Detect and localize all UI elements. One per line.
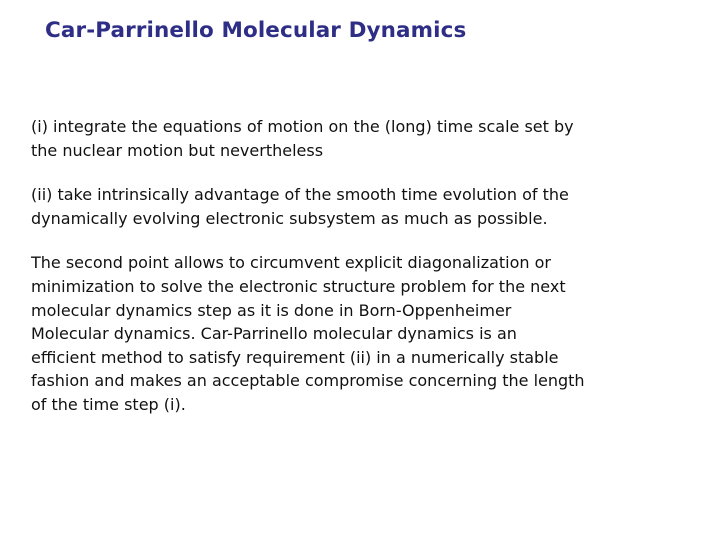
text-line: (ii) take intrinsically advantage of the smooth time evolution of the (31, 185, 569, 205)
text-line: (i) integrate the equations of motion on the (long) time scale set by (31, 117, 574, 136)
text-line: dynamically evolving electronic subsystem as much as possible. (31, 208, 548, 228)
text-line: efficient method to satisfy requirement (ii) in a numerically stable (31, 347, 559, 367)
text-line: Molecular dynamics. Car-Parrinello molecular dynamics is an (31, 324, 517, 344)
text-line: fashion and makes an acceptable compromise concerning the length (31, 371, 585, 391)
text-line: the nuclear motion but nevertheless (31, 140, 324, 160)
paragraph-second-point (31, 251, 651, 416)
slide-title: Car-Parrinello Molecular Dynamics (45, 18, 467, 43)
text-line: minimization to solve the electronic structure problem for the next (31, 276, 566, 296)
paragraph-smooth-evolution (31, 183, 651, 230)
slide-body (31, 115, 651, 438)
text-line: The second point allows to circumvent explicit diagonalization or (31, 253, 551, 273)
text-line: of the time step (i). (31, 394, 186, 414)
paragraph-integrate-equations (31, 115, 651, 162)
text-line: molecular dynamics step as it is done in Born-Oppenheimer (31, 300, 512, 320)
